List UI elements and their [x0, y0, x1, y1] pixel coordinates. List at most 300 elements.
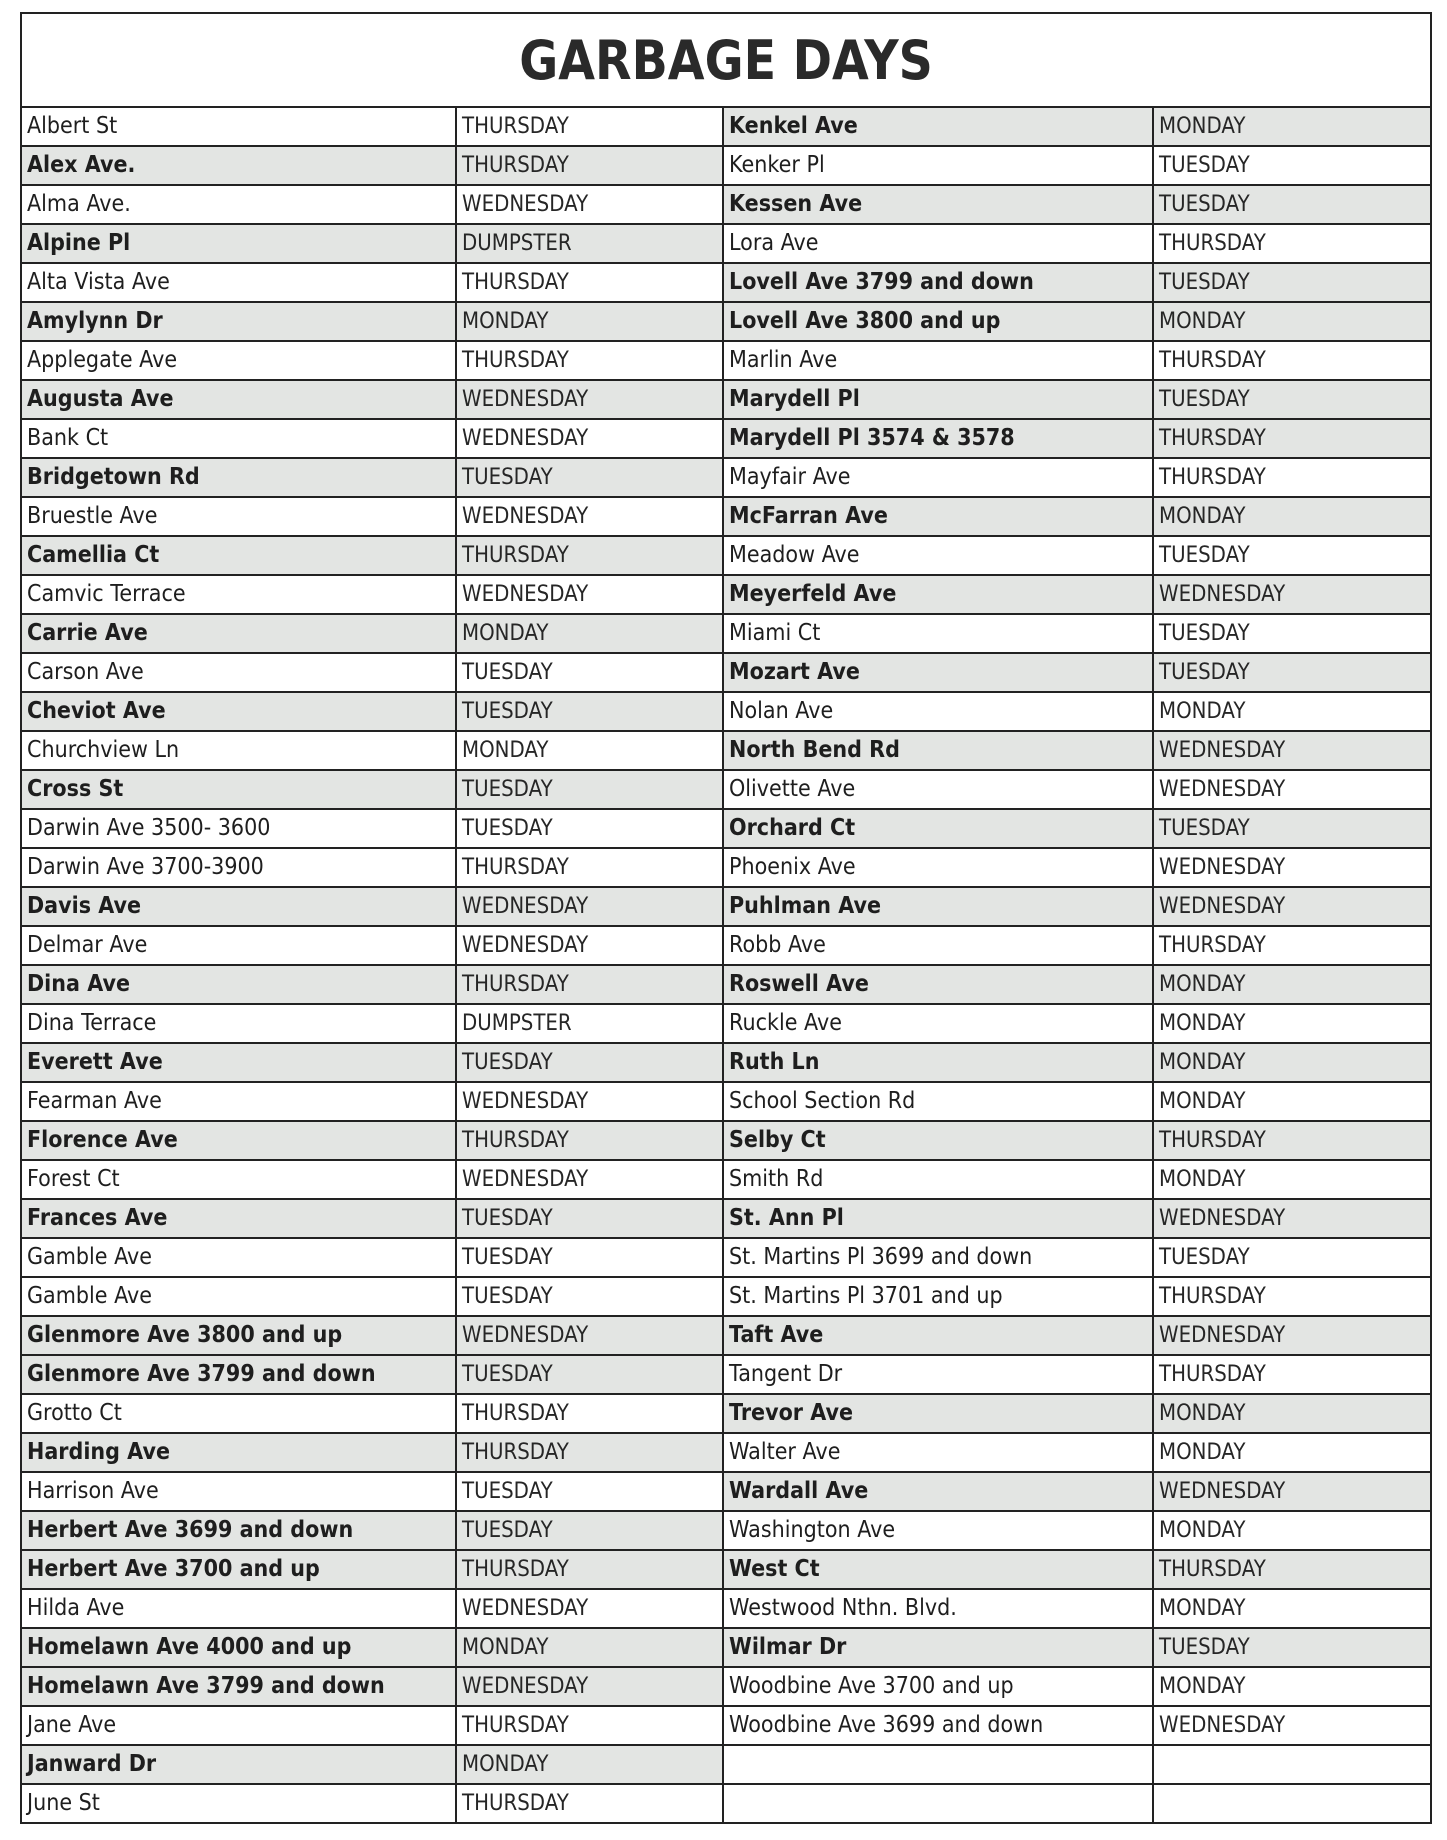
street-name-left [22, 224, 456, 263]
street-name-text: Cheviot Ave [27, 698, 166, 724]
table-row [22, 108, 1430, 146]
pickup-day-left [456, 731, 723, 770]
pickup-day-left [456, 108, 723, 146]
street-name-left [22, 185, 456, 224]
street-name-left [22, 614, 456, 653]
pickup-day-left [456, 1316, 723, 1355]
pickup-day-text: THURSDAY [1159, 933, 1266, 958]
table-row [22, 185, 1430, 224]
pickup-day-right [1153, 1355, 1430, 1394]
pickup-day-right [1153, 1004, 1430, 1043]
street-name-right [723, 1628, 1153, 1667]
table-row [22, 614, 1430, 653]
pickup-day-text: WEDNESDAY [462, 1323, 589, 1348]
street-name-left [22, 692, 456, 731]
street-name-text: Orchard Ct [729, 815, 856, 841]
street-name-text: Ruckle Ave [729, 1010, 842, 1036]
street-name-text: Florence Ave [27, 1127, 178, 1153]
page-title: GARBAGE DAYS [519, 28, 933, 92]
pickup-day-text: MONDAY [1159, 1011, 1246, 1036]
table-row [22, 1316, 1430, 1355]
pickup-day-right [1153, 458, 1430, 497]
pickup-day-right [1153, 224, 1430, 263]
street-name-text: School Section Rd [729, 1088, 916, 1114]
pickup-day-text: TUESDAY [1159, 153, 1250, 178]
pickup-day-text: THURSDAY [462, 1791, 569, 1816]
street-name-text: Woodbine Ave 3699 and down [729, 1712, 1044, 1738]
street-name-right [723, 1667, 1153, 1706]
pickup-day-text: TUESDAY [1159, 1245, 1250, 1270]
pickup-day-right [1153, 1550, 1430, 1589]
pickup-day-text: MONDAY [1159, 972, 1246, 997]
street-name-left [22, 731, 456, 770]
pickup-day-text: THURSDAY [1159, 426, 1266, 451]
pickup-day-text: MONDAY [1159, 1050, 1246, 1075]
pickup-day-text: WEDNESDAY [462, 387, 589, 412]
street-name-right [723, 1160, 1153, 1199]
pickup-day-text: THURSDAY [462, 1557, 569, 1582]
street-name-text: Grotto Ct [27, 1400, 122, 1426]
street-name-right [723, 1082, 1153, 1121]
street-name-text: West Ct [729, 1556, 820, 1582]
pickup-day-right [1153, 614, 1430, 653]
street-name-right [723, 341, 1153, 380]
pickup-day-text: TUESDAY [462, 816, 553, 841]
pickup-day-right [1153, 1238, 1430, 1277]
pickup-day-text: TUESDAY [1159, 387, 1250, 412]
pickup-day-left [456, 1433, 723, 1472]
street-name-right [723, 848, 1153, 887]
pickup-day-text: WEDNESDAY [462, 426, 589, 451]
street-name-left [22, 653, 456, 692]
street-name-text: Westwood Nthn. Blvd. [729, 1595, 957, 1621]
street-name-right [723, 185, 1153, 224]
pickup-day-text: MONDAY [1159, 1596, 1246, 1621]
pickup-day-right [1153, 770, 1430, 809]
table-row [22, 536, 1430, 575]
pickup-day-right [1153, 1589, 1430, 1628]
pickup-day-text: MONDAY [462, 621, 549, 646]
street-name-text: Hilda Ave [27, 1595, 125, 1621]
street-name-left [22, 848, 456, 887]
pickup-day-left [456, 965, 723, 1004]
title-row [22, 14, 1430, 108]
street-name-text: Gamble Ave [27, 1244, 153, 1270]
pickup-day-text: TUESDAY [462, 660, 553, 685]
table-row [22, 1667, 1430, 1706]
pickup-day-text: WEDNESDAY [1159, 738, 1286, 763]
pickup-day-text: WEDNESDAY [1159, 1713, 1286, 1738]
street-name-right [723, 1316, 1153, 1355]
street-name-text: Bank Ct [27, 425, 109, 451]
table-row [22, 419, 1430, 458]
street-name-left [22, 1082, 456, 1121]
street-name-text: Augusta Ave [27, 386, 174, 412]
pickup-day-right [1153, 731, 1430, 770]
table-row [22, 380, 1430, 419]
street-name-text: Churchview Ln [27, 737, 180, 763]
pickup-day-right [1153, 926, 1430, 965]
street-name-right [723, 1355, 1153, 1394]
pickup-day-text: MONDAY [1159, 309, 1246, 334]
table-row [22, 146, 1430, 185]
pickup-day-left [456, 692, 723, 731]
street-name-left [22, 1199, 456, 1238]
street-name-left [22, 809, 456, 848]
street-name-text: Lovell Ave 3799 and down [729, 269, 1034, 295]
street-name-right [723, 926, 1153, 965]
pickup-day-left [456, 653, 723, 692]
street-name-text: Mayfair Ave [729, 464, 851, 490]
pickup-day-right [1153, 653, 1430, 692]
street-name-right [723, 809, 1153, 848]
street-name-left [22, 887, 456, 926]
street-name-text: Ruth Ln [729, 1049, 820, 1075]
table-row [22, 1277, 1430, 1316]
street-name-right [723, 108, 1153, 146]
table-row [22, 1511, 1430, 1550]
pickup-day-right [1153, 1706, 1430, 1745]
street-name-text: Harding Ave [27, 1439, 171, 1465]
street-name-right [723, 536, 1153, 575]
street-name-left [22, 302, 456, 341]
pickup-day-left [456, 1667, 723, 1706]
pickup-day-left [456, 341, 723, 380]
schedule-table [22, 108, 1430, 1822]
table-row [22, 1238, 1430, 1277]
pickup-day-text: THURSDAY [462, 270, 569, 295]
pickup-day-text: THURSDAY [462, 348, 569, 373]
street-name-right [723, 1043, 1153, 1082]
pickup-day-text: WEDNESDAY [1159, 1323, 1286, 1348]
table-row [22, 458, 1430, 497]
street-name-text: Everett Ave [27, 1049, 163, 1075]
street-name-right [723, 1277, 1153, 1316]
pickup-day-left [456, 1355, 723, 1394]
street-name-text: St. Martins Pl 3701 and up [729, 1283, 1003, 1309]
street-name-text: Alma Ave. [27, 191, 131, 217]
street-name-left [22, 1043, 456, 1082]
street-name-right [723, 1199, 1153, 1238]
street-name-text: Washington Ave [729, 1517, 896, 1543]
table-row [22, 1784, 1430, 1822]
street-name-text: Camellia Ct [27, 542, 160, 568]
pickup-day-text: TUESDAY [1159, 1635, 1250, 1660]
pickup-day-text: THURSDAY [462, 1440, 569, 1465]
pickup-day-right [1153, 380, 1430, 419]
pickup-day-text: THURSDAY [1159, 465, 1266, 490]
street-name-left [22, 1316, 456, 1355]
street-name-left [22, 1667, 456, 1706]
pickup-day-right [1153, 536, 1430, 575]
pickup-day-text: DUMPSTER [462, 231, 572, 256]
pickup-day-left [456, 848, 723, 887]
table-row [22, 770, 1430, 809]
street-name-text: Herbert Ave 3700 and up [27, 1556, 320, 1582]
street-name-left [22, 1355, 456, 1394]
pickup-day-text: WEDNESDAY [462, 582, 589, 607]
table-row [22, 1160, 1430, 1199]
street-name-text: St. Ann Pl [729, 1205, 844, 1231]
pickup-day-left [456, 1589, 723, 1628]
street-name-text: Meadow Ave [729, 542, 860, 568]
street-name-left [22, 1394, 456, 1433]
street-name-left [22, 146, 456, 185]
table-row [22, 887, 1430, 926]
pickup-day-right [1153, 1745, 1430, 1784]
street-name-left [22, 575, 456, 614]
pickup-day-text: TUESDAY [462, 1245, 553, 1270]
street-name-left [22, 1238, 456, 1277]
pickup-day-left [456, 1784, 723, 1822]
pickup-day-left [456, 575, 723, 614]
table-row [22, 965, 1430, 1004]
pickup-day-right [1153, 263, 1430, 302]
pickup-day-text: THURSDAY [1159, 1557, 1266, 1582]
street-name-right [723, 887, 1153, 926]
street-name-right [723, 302, 1153, 341]
street-name-text: Homelawn Ave 3799 and down [27, 1673, 385, 1699]
street-name-text: Dina Ave [27, 971, 131, 997]
street-name-text: Lora Ave [729, 230, 819, 256]
pickup-day-text: WEDNESDAY [1159, 777, 1286, 802]
street-name-text: Wilmar Dr [729, 1634, 847, 1660]
street-name-right [723, 692, 1153, 731]
pickup-day-text: WEDNESDAY [462, 1089, 589, 1114]
street-name-left [22, 458, 456, 497]
pickup-day-text: THURSDAY [462, 1401, 569, 1426]
street-name-right [723, 1394, 1153, 1433]
pickup-day-right [1153, 419, 1430, 458]
pickup-day-text: MONDAY [1159, 114, 1246, 139]
pickup-day-text: MONDAY [462, 309, 549, 334]
pickup-day-text: THURSDAY [462, 1713, 569, 1738]
street-name-right [723, 1433, 1153, 1472]
pickup-day-text: THURSDAY [462, 972, 569, 997]
pickup-day-text: MONDAY [462, 1752, 549, 1777]
street-name-right [723, 263, 1153, 302]
street-name-text: Albert St [27, 113, 118, 139]
street-name-text: Nolan Ave [729, 698, 834, 724]
table-row [22, 1394, 1430, 1433]
street-name-text: Roswell Ave [729, 971, 869, 997]
street-name-text: Frances Ave [27, 1205, 168, 1231]
street-name-text: Meyerfeld Ave [729, 581, 897, 607]
street-name-text: Homelawn Ave 4000 and up [27, 1634, 352, 1660]
pickup-day-left [456, 536, 723, 575]
street-name-right [723, 1121, 1153, 1160]
table-row [22, 575, 1430, 614]
pickup-day-right [1153, 1043, 1430, 1082]
pickup-day-right [1153, 1667, 1430, 1706]
pickup-day-left [456, 770, 723, 809]
pickup-day-text: WEDNESDAY [1159, 855, 1286, 880]
table-row [22, 1004, 1430, 1043]
street-name-left [22, 536, 456, 575]
street-name-text: Alta Vista Ave [27, 269, 170, 295]
street-name-text: Jane Ave [27, 1712, 117, 1738]
street-name-right [723, 653, 1153, 692]
pickup-day-left [456, 1706, 723, 1745]
pickup-day-left [456, 1472, 723, 1511]
street-name-left [22, 770, 456, 809]
street-name-left [22, 965, 456, 1004]
pickup-day-left [456, 380, 723, 419]
table-row [22, 1355, 1430, 1394]
street-name-text: Phoenix Ave [729, 854, 856, 880]
pickup-day-text: TUESDAY [1159, 816, 1250, 841]
street-name-right [723, 380, 1153, 419]
street-name-left [22, 1784, 456, 1822]
street-name-text: McFarran Ave [729, 503, 888, 529]
table-row [22, 809, 1430, 848]
table-row [22, 1706, 1430, 1745]
pickup-day-right [1153, 341, 1430, 380]
pickup-day-text: MONDAY [1159, 1089, 1246, 1114]
pickup-day-left [456, 1745, 723, 1784]
street-name-text: Alpine Pl [27, 230, 131, 256]
street-name-text: Mozart Ave [729, 659, 860, 685]
table-row [22, 497, 1430, 536]
street-name-right [723, 224, 1153, 263]
street-name-text: Taft Ave [729, 1322, 824, 1348]
table-row [22, 224, 1430, 263]
table-row [22, 341, 1430, 380]
street-name-left [22, 1628, 456, 1667]
table-row [22, 653, 1430, 692]
pickup-day-text: TUESDAY [462, 1206, 553, 1231]
table-row [22, 1472, 1430, 1511]
table-row [22, 1082, 1430, 1121]
street-name-left [22, 1511, 456, 1550]
pickup-day-left [456, 1238, 723, 1277]
pickup-day-text: THURSDAY [462, 153, 569, 178]
street-name-left [22, 1706, 456, 1745]
pickup-day-text: WEDNESDAY [1159, 1206, 1286, 1231]
street-name-text: Trevor Ave [729, 1400, 854, 1426]
street-name-right [723, 1238, 1153, 1277]
pickup-day-text: TUESDAY [462, 1518, 553, 1543]
pickup-day-text: THURSDAY [462, 1128, 569, 1153]
street-name-text: Janward Dr [27, 1751, 157, 1777]
pickup-day-text: WEDNESDAY [462, 192, 589, 217]
street-name-text: Walter Ave [729, 1439, 841, 1465]
street-name-text: Applegate Ave [27, 347, 178, 373]
pickup-day-text: WEDNESDAY [462, 1674, 589, 1699]
street-name-left [22, 497, 456, 536]
table-row [22, 1550, 1430, 1589]
street-name-text: Olivette Ave [729, 776, 856, 802]
pickup-day-text: THURSDAY [1159, 1362, 1266, 1387]
pickup-day-text: TUESDAY [1159, 621, 1250, 646]
street-name-right [723, 458, 1153, 497]
table-row [22, 1433, 1430, 1472]
street-name-text: Miami Ct [729, 620, 821, 646]
street-name-left [22, 1160, 456, 1199]
table-row [22, 1628, 1430, 1667]
pickup-day-right [1153, 185, 1430, 224]
street-name-left [22, 926, 456, 965]
street-name-text: Bridgetown Rd [27, 464, 200, 490]
street-name-right [723, 146, 1153, 185]
pickup-day-right [1153, 887, 1430, 926]
pickup-day-left [456, 1277, 723, 1316]
street-name-text: Carrie Ave [27, 620, 148, 646]
table-row [22, 692, 1430, 731]
table-row [22, 1043, 1430, 1082]
street-name-right [723, 497, 1153, 536]
pickup-day-text: TUESDAY [462, 1479, 553, 1504]
street-name-text: Glenmore Ave 3800 and up [27, 1322, 343, 1348]
pickup-day-text: TUESDAY [462, 1362, 553, 1387]
pickup-day-text: TUESDAY [1159, 660, 1250, 685]
pickup-day-text: WEDNESDAY [1159, 582, 1286, 607]
pickup-day-text: MONDAY [1159, 504, 1246, 529]
street-name-left [22, 1550, 456, 1589]
pickup-day-left [456, 1628, 723, 1667]
table-row [22, 848, 1430, 887]
pickup-day-text: WEDNESDAY [1159, 1479, 1286, 1504]
table-row [22, 302, 1430, 341]
street-name-left [22, 341, 456, 380]
street-name-right [723, 419, 1153, 458]
street-name-text: Kenker Pl [729, 152, 825, 178]
street-name-text: Wardall Ave [729, 1478, 869, 1504]
street-name-text: Camvic Terrace [27, 581, 186, 607]
street-name-text: Carson Ave [27, 659, 144, 685]
street-name-text: Marydell Pl [729, 386, 860, 412]
pickup-day-text: MONDAY [462, 738, 549, 763]
pickup-day-text: TUESDAY [462, 1284, 553, 1309]
pickup-day-right [1153, 1082, 1430, 1121]
pickup-day-right [1153, 965, 1430, 1004]
pickup-day-text: MONDAY [1159, 1674, 1246, 1699]
street-name-text: Smith Rd [729, 1166, 824, 1192]
table-row [22, 1121, 1430, 1160]
street-name-text: Tangent Dr [729, 1361, 843, 1387]
pickup-day-right [1153, 1433, 1430, 1472]
street-name-text: Bruestle Ave [27, 503, 158, 529]
pickup-day-text: TUESDAY [462, 1050, 553, 1075]
street-name-right [723, 965, 1153, 1004]
pickup-day-right [1153, 692, 1430, 731]
pickup-day-text: THURSDAY [1159, 1284, 1266, 1309]
pickup-day-left [456, 224, 723, 263]
street-name-right [723, 1784, 1153, 1822]
pickup-day-right [1153, 1628, 1430, 1667]
pickup-day-right [1153, 1199, 1430, 1238]
pickup-day-left [456, 1394, 723, 1433]
pickup-day-right [1153, 146, 1430, 185]
pickup-day-text: TUESDAY [462, 465, 553, 490]
street-name-text: Darwin Ave 3500- 3600 [27, 815, 271, 841]
street-name-text: Forest Ct [27, 1166, 120, 1192]
pickup-day-right [1153, 1784, 1430, 1822]
pickup-day-text: MONDAY [1159, 1167, 1246, 1192]
street-name-text: June St [27, 1790, 100, 1816]
pickup-day-text: THURSDAY [462, 855, 569, 880]
street-name-text: North Bend Rd [729, 737, 900, 763]
street-name-text: Woodbine Ave 3700 and up [729, 1673, 1014, 1699]
street-name-right [723, 1706, 1153, 1745]
pickup-day-left [456, 419, 723, 458]
pickup-day-right [1153, 1277, 1430, 1316]
pickup-day-left [456, 1550, 723, 1589]
street-name-text: Puhlman Ave [729, 893, 882, 919]
street-name-text: Selby Ct [729, 1127, 826, 1153]
street-name-text: Harrison Ave [27, 1478, 159, 1504]
pickup-day-text: WEDNESDAY [462, 1596, 589, 1621]
